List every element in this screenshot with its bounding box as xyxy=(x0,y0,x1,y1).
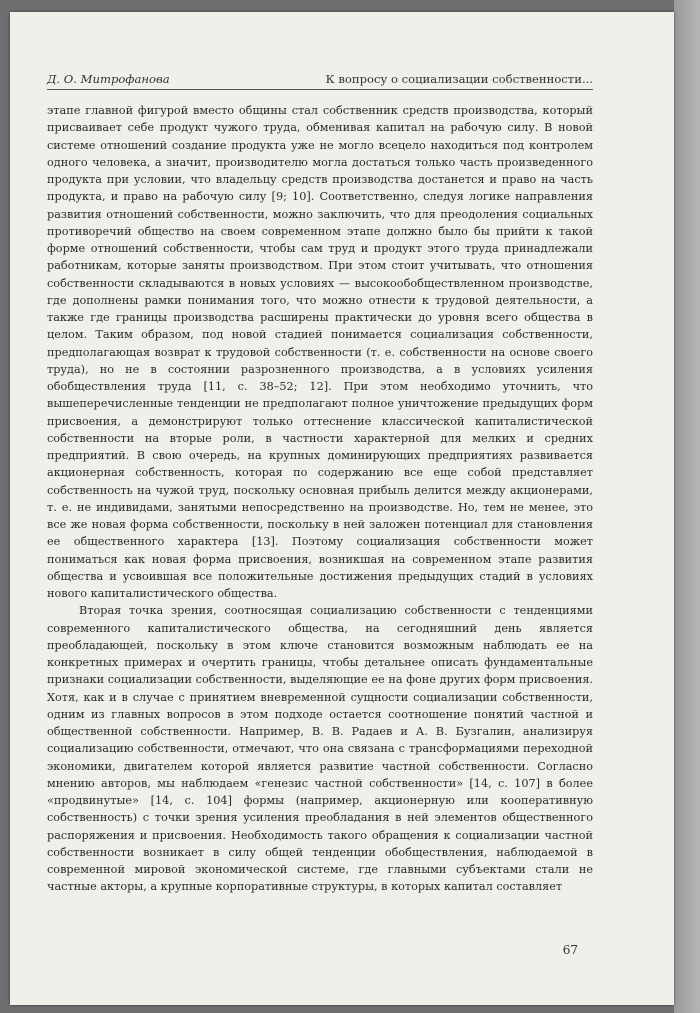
header-title: К вопросу о социализации собственности... xyxy=(325,72,593,86)
document-page xyxy=(10,12,674,1005)
running-header xyxy=(47,56,593,90)
body-text xyxy=(47,102,593,896)
paragraph: Вторая точка зрения, соотносящая социализацию собственности с тенденциями современного капиталистического общества, на сегодняшний день является преобладающей, поскольку в этом ключе становится возможным наблюдать ее на конкретных примерах и очертить границы, чтобы детальнее описать фундаментальные признаки социализации собственности, выделяющие ее на фоне других форм присвоения. Хотя, как и в случае с принятием вневременной сущности социализации собственности, одним из главных вопросов в этом подходе остается соотношение понятий частной и общественной собственности. Например, В. В. Радаев и А. В. Бузгалин, анализируя социализацию собственности, отмечают, что она связана с трансформациями переходной экономики, двигателем которой является развитие частной собственности. Согласно мнению авторов, мы наблюдаем «генезис частной собственности» [14, с. 107] в более «продвинутые» [14, с. 104] формы (например, акционерную или кооперативную собственность) с точки зрения усиления преобладания в ней элементов общественного распоряжения и присвоения. Необходимость такого обращения к социализации частной собственности возникает в силу общей тенденции обобществления, наблюдаемой в современной мировой экономической системе, где главными субъектами стали не частные акторы, а крупные корпоративные структуры, в которых капитал составляет xyxy=(47,604,593,894)
scanner-edge xyxy=(674,0,700,1013)
paragraph: этапе главной фигурой вместо общины стал собственник средств производства, который присваивает себе продукт чужого труда, обменивая капитал на рабочую силу. В новой системе отношений создание продукта уже не могло всецело находиться под контролем одного человека, а значит, производителю могла достаться только часть произведенного продукта при условии, что владельцу средств производства достанется и право на часть продукта, и право на рабочую силу [9; 10]. Соответственно, следуя логике направления развития отношений собственности, можно заключить, что для преодоления социальных противоречий общество на своем современном этапе должно было бы прийти к такой форме отношений собственности, чтобы сам труд и продукт этого труда принадлежали работникам, которые заняты производством. При этом стоит учитывать, что отношения собственности складываются в новых условиях — высокообобществленном производстве, где дополнены рамки понимания того, что можно отнести к трудовой деятельности, а также где границы производства расширены практически до уровня всего общества в целом. Таким образом, под новой стадией понимается социализация собственности, предполагающая возврат к трудовой собственности (т. е. собственности на основе своего труда), но не в состоянии разрозненного производства, а в условиях усиления обобществления труда [11, с. 38–52; 12]. При этом необходимо уточнить, что вышеперечисленные тенденции не предполагают полное уничтожение предыдущих форм присвоения, а демонстрируют только оттеснение классической капиталистической собственности на вторые роли, в частности характерной для мелких и средних предприятий. В свою очередь, на крупных доминирующих предприятиях развивается акционерная собственность, которая по содержанию все еще собой представляет собственность на чужой труд, поскольку основная прибыль делится между акционерами, т. е. не индивидами, занятыми непосредственно на производстве. Но, тем не менее, это все же новая форма собственности, поскольку в ней заложен потенциал для становления ее общественного характера [13]. Поэтому социализация собственности может пониматься как новая форма присвоения, возникшая на современном этапе развития общества и усвоившая все положительные достижения предыдущих стадий в условиях нового капиталистического общества. xyxy=(47,104,593,600)
page-number: 67 xyxy=(562,943,578,957)
header-author: Д. О. Митрофанова xyxy=(47,72,170,86)
